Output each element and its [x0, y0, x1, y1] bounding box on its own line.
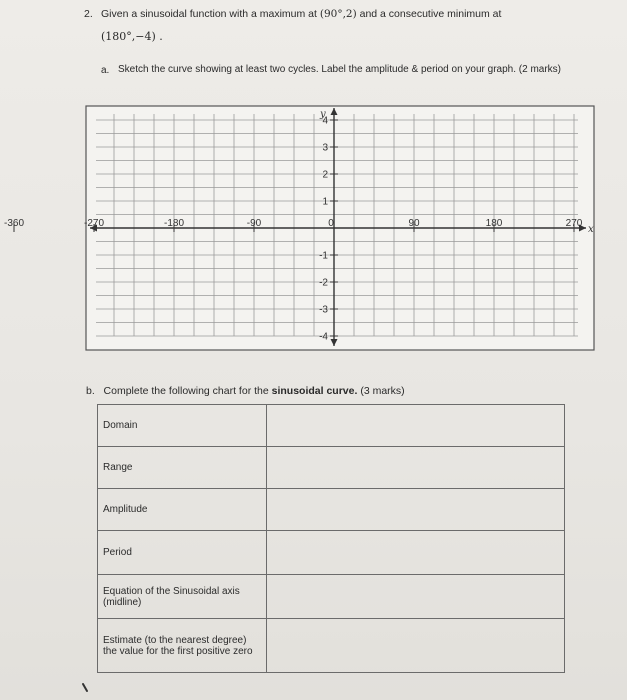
y-tick-label: 3	[322, 142, 328, 154]
x-tick-label: 270	[565, 218, 583, 229]
row-label-amplitude: Amplitude	[98, 489, 267, 531]
table-row	[98, 405, 565, 447]
part-b-letter: b.	[86, 385, 95, 397]
answer-cell-first-zero[interactable]	[267, 619, 565, 673]
table-row	[98, 447, 565, 489]
question-text-before: Given a sinusoidal function with a maximum at	[101, 8, 317, 20]
y-tick-label: -2	[319, 277, 328, 289]
row-label-period: Period	[98, 531, 267, 575]
answer-cell-range[interactable]	[267, 447, 565, 489]
table-row	[98, 489, 565, 531]
part-a-letter: a.	[101, 65, 110, 76]
answer-cell-domain[interactable]	[267, 405, 565, 447]
x-tick-label: -90	[246, 218, 262, 229]
part-a-instructions: Sketch the curve showing at least two cycles. Label the amplitude & period on your graph. (2 marks)	[118, 64, 562, 75]
sinusoid-grid[interactable]	[3, 106, 594, 350]
part-b-instructions	[86, 385, 405, 397]
minimum-point: (180°,−4) .	[101, 30, 163, 43]
row-label-midline: Equation of the Sinusoidal axis (midline)	[98, 575, 267, 619]
answer-cell-midline[interactable]	[267, 575, 565, 619]
y-tick-label: -3	[319, 304, 328, 316]
sinusoid-properties-table	[97, 404, 565, 673]
row-label-first-zero: Estimate (to the nearest degree) the value for the first positive zero	[98, 619, 267, 673]
maximum-point: (90°,2)	[319, 8, 357, 20]
question-text-mid: and a consecutive minimum at	[359, 8, 502, 20]
y-tick-label: -4	[319, 331, 328, 343]
answer-cell-amplitude[interactable]	[267, 489, 565, 531]
question-number: 2.	[84, 8, 93, 20]
y-axis-label: y	[320, 109, 326, 120]
x-tick-label: 180	[485, 218, 503, 229]
answer-cell-period[interactable]	[267, 531, 565, 575]
table-row	[98, 619, 565, 673]
question-text	[101, 8, 501, 20]
y-tick-label: 4	[322, 115, 328, 127]
x-tick-label: -180	[163, 218, 185, 229]
x-axis-label: x	[588, 224, 594, 235]
part-b-text-before: Complete the following chart for the	[103, 385, 269, 397]
y-tick-label: 1	[322, 196, 328, 208]
y-tick-label: -1	[319, 250, 328, 262]
table-row	[98, 531, 565, 575]
part-b-text-after: (3 marks)	[360, 385, 405, 397]
table-row	[98, 575, 565, 619]
x-tick-label: 90	[408, 218, 420, 229]
pen-mark-icon	[82, 683, 88, 692]
row-label-domain: Domain	[98, 405, 267, 447]
row-label-range: Range	[98, 447, 267, 489]
y-tick-label: 2	[322, 169, 328, 181]
x-tick-label: -360	[3, 218, 25, 229]
x-tick-label: 0	[328, 218, 334, 229]
part-b-text-bold: sinusoidal curve.	[271, 385, 358, 397]
graph-area	[3, 106, 594, 350]
x-tick-label: -270	[83, 218, 105, 229]
